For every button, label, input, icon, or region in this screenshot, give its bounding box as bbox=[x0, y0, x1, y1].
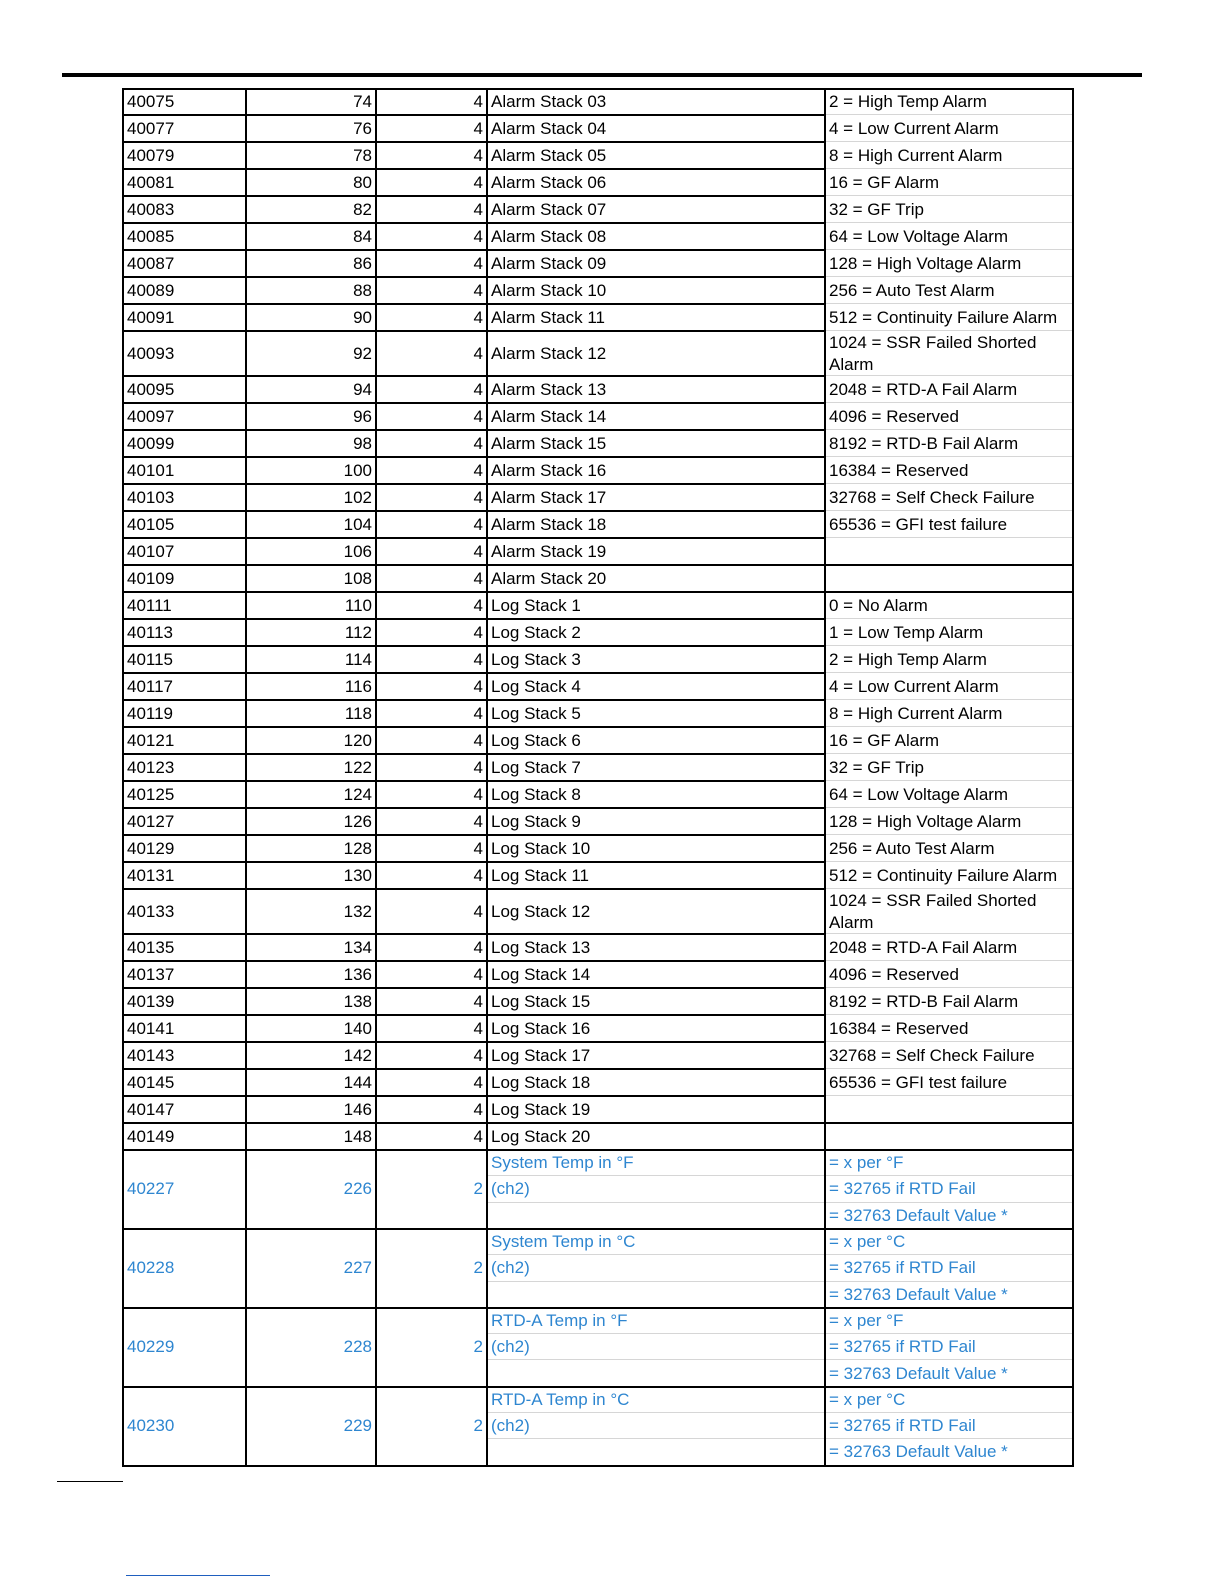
size-cell: 4 bbox=[473, 91, 483, 111]
register-cell: 40149 bbox=[127, 1126, 175, 1146]
offset-cell: 142 bbox=[343, 1045, 372, 1065]
name-cell: Alarm Stack 17 bbox=[491, 487, 607, 507]
name-cell: Alarm Stack 13 bbox=[491, 379, 607, 399]
offset-cell: 114 bbox=[344, 649, 372, 669]
offset-cell: 140 bbox=[343, 1018, 372, 1038]
register-cell: 40117 bbox=[127, 676, 174, 696]
size-cell: 4 bbox=[473, 406, 483, 426]
offset-cell: 128 bbox=[343, 838, 372, 858]
name-cell: Log Stack 14 bbox=[491, 964, 591, 984]
value-line: = x per °C bbox=[829, 1389, 906, 1409]
offset-cell: 74 bbox=[353, 91, 372, 111]
name-cell: Log Stack 3 bbox=[491, 649, 581, 669]
value-cell: 32 = GF Trip bbox=[829, 757, 924, 777]
name-line: (ch2) bbox=[491, 1416, 530, 1436]
register-cell: 40145 bbox=[127, 1072, 175, 1092]
offset-cell: 228 bbox=[343, 1337, 372, 1357]
value-cell: 8192 = RTD-B Fail Alarm bbox=[829, 433, 1019, 453]
value-cell: 65536 = GFI test failure bbox=[829, 1072, 1008, 1092]
value-cell: 2 = High Temp Alarm bbox=[829, 91, 987, 111]
offset-cell: 80 bbox=[353, 172, 372, 192]
offset-cell: 124 bbox=[343, 784, 372, 804]
size-cell: 4 bbox=[473, 595, 483, 615]
value-line: = 32763 Default Value * bbox=[829, 1284, 1008, 1304]
offset-cell: 144 bbox=[343, 1072, 372, 1092]
offset-cell: 102 bbox=[343, 487, 372, 507]
value-cell: 1024 = SSR Failed Shorted Alarm bbox=[829, 890, 1037, 932]
name-line: System Temp in °C bbox=[491, 1232, 636, 1252]
column-divider bbox=[245, 88, 247, 1466]
register-table bbox=[122, 88, 1086, 1484]
offset-cell: 120 bbox=[343, 730, 372, 750]
value-line: = 32765 if RTD Fail bbox=[829, 1337, 976, 1357]
column-divider bbox=[824, 88, 826, 1466]
value-cell: 16384 = Reserved bbox=[829, 460, 969, 480]
value-line: = 32763 Default Value * bbox=[829, 1205, 1008, 1225]
value-cell bbox=[826, 1096, 1074, 1123]
register-cell: 40085 bbox=[127, 226, 175, 246]
register-cell: 40125 bbox=[127, 784, 175, 804]
size-cell: 4 bbox=[473, 676, 483, 696]
register-cell: 40133 bbox=[127, 901, 175, 921]
column-divider bbox=[1072, 88, 1074, 1466]
size-cell: 4 bbox=[473, 118, 483, 138]
value-cell bbox=[826, 565, 1074, 592]
offset-cell: 118 bbox=[344, 703, 372, 723]
name-cell: Alarm Stack 06 bbox=[491, 172, 607, 192]
size-cell: 4 bbox=[473, 460, 483, 480]
register-cell: 40087 bbox=[127, 253, 175, 273]
size-cell: 4 bbox=[473, 1072, 483, 1092]
name-cell: Log Stack 11 bbox=[491, 865, 589, 885]
register-cell: 40127 bbox=[127, 811, 175, 831]
size-cell: 4 bbox=[473, 991, 483, 1011]
offset-cell: 94 bbox=[353, 379, 372, 399]
footer-link-underline bbox=[126, 1575, 270, 1576]
name-cell: Log Stack 12 bbox=[491, 901, 591, 921]
name-cell: Log Stack 5 bbox=[491, 703, 581, 723]
size-cell: 4 bbox=[473, 1126, 483, 1146]
size-cell: 4 bbox=[473, 838, 483, 858]
value-cell: 4096 = Reserved bbox=[829, 406, 959, 426]
offset-cell: 126 bbox=[343, 811, 372, 831]
value-cell: 1024 = SSR Failed Shorted Alarm bbox=[829, 332, 1037, 374]
register-cell: 40230 bbox=[127, 1416, 175, 1436]
register-cell: 40089 bbox=[127, 280, 175, 300]
name-cell: Alarm Stack 14 bbox=[491, 406, 607, 426]
offset-cell: 88 bbox=[353, 280, 372, 300]
register-cell: 40147 bbox=[127, 1099, 175, 1119]
header-rule bbox=[62, 73, 1142, 77]
offset-cell: 116 bbox=[344, 676, 372, 696]
size-cell: 4 bbox=[473, 865, 483, 885]
offset-cell: 229 bbox=[343, 1416, 372, 1436]
name-cell: Alarm Stack 11 bbox=[491, 307, 606, 327]
offset-cell: 112 bbox=[344, 622, 372, 642]
size-cell: 4 bbox=[473, 379, 483, 399]
name-cell: Alarm Stack 05 bbox=[491, 145, 607, 165]
size-cell: 4 bbox=[473, 1045, 483, 1065]
name-cell: Log Stack 1 bbox=[491, 595, 581, 615]
register-cell: 40143 bbox=[127, 1045, 175, 1065]
value-cell: 256 = Auto Test Alarm bbox=[829, 280, 995, 300]
size-cell: 4 bbox=[473, 784, 483, 804]
register-cell: 40139 bbox=[127, 991, 175, 1011]
value-cell: 8 = High Current Alarm bbox=[829, 703, 1003, 723]
size-cell: 4 bbox=[473, 172, 483, 192]
name-cell: Log Stack 2 bbox=[491, 622, 581, 642]
size-cell: 4 bbox=[473, 343, 483, 363]
register-cell: 40103 bbox=[127, 487, 175, 507]
offset-cell: 78 bbox=[353, 145, 372, 165]
size-cell: 4 bbox=[473, 514, 483, 534]
column-divider bbox=[122, 88, 124, 1466]
size-cell: 4 bbox=[473, 901, 483, 921]
value-cell: 128 = High Voltage Alarm bbox=[829, 253, 1022, 273]
value-cell: 64 = Low Voltage Alarm bbox=[829, 784, 1009, 804]
register-cell: 40121 bbox=[127, 730, 175, 750]
offset-cell: 110 bbox=[344, 595, 372, 615]
name-line bbox=[488, 1203, 824, 1229]
size-cell: 4 bbox=[473, 757, 483, 777]
value-cell: 256 = Auto Test Alarm bbox=[829, 838, 995, 858]
register-cell: 40099 bbox=[127, 433, 175, 453]
value-cell: 512 = Continuity Failure Alarm bbox=[829, 307, 1058, 327]
size-cell: 4 bbox=[473, 433, 483, 453]
name-cell: Alarm Stack 15 bbox=[491, 433, 607, 453]
register-cell: 40129 bbox=[127, 838, 175, 858]
value-cell bbox=[826, 1123, 1074, 1150]
name-line: (ch2) bbox=[491, 1179, 530, 1199]
value-cell: 512 = Continuity Failure Alarm bbox=[829, 865, 1058, 885]
size-cell: 4 bbox=[473, 964, 483, 984]
name-cell: Log Stack 7 bbox=[491, 757, 581, 777]
offset-cell: 226 bbox=[343, 1179, 372, 1199]
offset-cell: 82 bbox=[353, 199, 372, 219]
register-cell: 40228 bbox=[127, 1258, 175, 1278]
value-line: = 32765 if RTD Fail bbox=[829, 1416, 976, 1436]
value-cell: 2 = High Temp Alarm bbox=[829, 649, 987, 669]
register-cell: 40227 bbox=[127, 1179, 175, 1199]
name-cell: Log Stack 8 bbox=[491, 784, 581, 804]
register-cell: 40107 bbox=[127, 541, 175, 561]
name-cell: Log Stack 10 bbox=[491, 838, 591, 858]
register-cell: 40119 bbox=[127, 703, 174, 723]
offset-cell: 98 bbox=[353, 433, 372, 453]
offset-cell: 134 bbox=[343, 937, 372, 957]
size-cell: 4 bbox=[473, 1099, 483, 1119]
offset-cell: 122 bbox=[343, 757, 372, 777]
name-cell: Alarm Stack 12 bbox=[491, 343, 607, 363]
register-cell: 40111 bbox=[127, 595, 172, 615]
register-cell: 40141 bbox=[127, 1018, 175, 1038]
register-cell: 40091 bbox=[127, 307, 175, 327]
name-line: RTD-A Temp in °C bbox=[491, 1389, 630, 1409]
size-cell: 4 bbox=[473, 226, 483, 246]
offset-cell: 76 bbox=[353, 118, 372, 138]
size-cell: 4 bbox=[473, 253, 483, 273]
name-cell: Log Stack 18 bbox=[491, 1072, 591, 1092]
size-cell: 4 bbox=[473, 541, 483, 561]
offset-cell: 106 bbox=[343, 541, 372, 561]
offset-cell: 96 bbox=[353, 406, 372, 426]
column-divider bbox=[486, 88, 488, 1466]
register-cell: 40095 bbox=[127, 379, 175, 399]
name-cell: Log Stack 9 bbox=[491, 811, 581, 831]
register-cell: 40123 bbox=[127, 757, 175, 777]
size-cell: 4 bbox=[473, 1018, 483, 1038]
register-cell: 40081 bbox=[127, 172, 175, 192]
name-line: System Temp in °F bbox=[491, 1153, 634, 1173]
size-cell: 4 bbox=[473, 622, 483, 642]
size-cell: 4 bbox=[473, 811, 483, 831]
value-cell: 4096 = Reserved bbox=[829, 964, 959, 984]
register-cell: 40093 bbox=[127, 343, 175, 363]
value-cell: 4 = Low Current Alarm bbox=[829, 118, 999, 138]
offset-cell: 90 bbox=[353, 307, 372, 327]
value-cell: 1 = Low Temp Alarm bbox=[829, 622, 984, 642]
register-cell: 40083 bbox=[127, 199, 175, 219]
register-cell: 40075 bbox=[127, 91, 175, 111]
row-divider bbox=[122, 1465, 1074, 1467]
value-line: = 32763 Default Value * bbox=[829, 1442, 1008, 1462]
register-cell: 40137 bbox=[127, 964, 175, 984]
value-cell: 32768 = Self Check Failure bbox=[829, 1045, 1035, 1065]
offset-cell: 146 bbox=[343, 1099, 372, 1119]
value-line: = x per °C bbox=[829, 1232, 906, 1252]
register-cell: 40105 bbox=[127, 514, 175, 534]
name-cell: Log Stack 19 bbox=[491, 1099, 591, 1119]
name-line: (ch2) bbox=[491, 1337, 530, 1357]
name-cell: Alarm Stack 10 bbox=[491, 280, 607, 300]
size-cell: 4 bbox=[473, 703, 483, 723]
size-cell: 4 bbox=[473, 568, 483, 588]
value-cell: 16 = GF Alarm bbox=[829, 730, 940, 750]
offset-cell: 132 bbox=[343, 901, 372, 921]
value-cell: 8192 = RTD-B Fail Alarm bbox=[829, 991, 1019, 1011]
offset-cell: 136 bbox=[343, 964, 372, 984]
name-cell: Log Stack 6 bbox=[491, 730, 581, 750]
name-cell: Alarm Stack 16 bbox=[491, 460, 607, 480]
size-cell: 4 bbox=[473, 487, 483, 507]
register-cell: 40079 bbox=[127, 145, 175, 165]
register-cell: 40109 bbox=[127, 568, 175, 588]
value-cell: 16 = GF Alarm bbox=[829, 172, 940, 192]
register-cell: 40101 bbox=[127, 460, 175, 480]
offset-cell: 92 bbox=[353, 343, 372, 363]
offset-cell: 100 bbox=[343, 460, 372, 480]
value-line: = 32765 if RTD Fail bbox=[829, 1258, 976, 1278]
size-cell: 4 bbox=[473, 145, 483, 165]
name-cell: Log Stack 13 bbox=[491, 937, 591, 957]
register-cell: 40131 bbox=[127, 865, 175, 885]
name-cell: Alarm Stack 19 bbox=[491, 541, 607, 561]
name-cell: Alarm Stack 07 bbox=[491, 199, 607, 219]
column-divider bbox=[375, 88, 377, 1466]
name-cell: Log Stack 16 bbox=[491, 1018, 591, 1038]
value-cell: 0 = No Alarm bbox=[829, 595, 928, 615]
register-cell: 40097 bbox=[127, 406, 175, 426]
name-line: RTD-A Temp in °F bbox=[491, 1310, 628, 1330]
value-line: = 32763 Default Value * bbox=[829, 1363, 1008, 1383]
name-line: (ch2) bbox=[491, 1258, 530, 1278]
size-cell: 4 bbox=[473, 730, 483, 750]
size-cell: 4 bbox=[473, 649, 483, 669]
size-cell: 4 bbox=[473, 199, 483, 219]
value-cell: 32 = GF Trip bbox=[829, 199, 924, 219]
name-cell: Alarm Stack 04 bbox=[491, 118, 607, 138]
register-cell: 40113 bbox=[127, 622, 174, 642]
value-cell: 4 = Low Current Alarm bbox=[829, 676, 999, 696]
name-cell: Log Stack 20 bbox=[491, 1126, 591, 1146]
size-cell: 4 bbox=[473, 280, 483, 300]
offset-cell: 148 bbox=[343, 1126, 372, 1146]
name-cell: Log Stack 15 bbox=[491, 991, 591, 1011]
value-cell: 8 = High Current Alarm bbox=[829, 145, 1003, 165]
name-cell: Alarm Stack 08 bbox=[491, 226, 607, 246]
offset-cell: 108 bbox=[343, 568, 372, 588]
register-cell: 40135 bbox=[127, 937, 175, 957]
value-cell: 64 = Low Voltage Alarm bbox=[829, 226, 1009, 246]
offset-cell: 130 bbox=[343, 865, 372, 885]
value-line: = x per °F bbox=[829, 1310, 904, 1330]
size-cell: 4 bbox=[473, 937, 483, 957]
offset-cell: 84 bbox=[353, 226, 372, 246]
name-cell: Alarm Stack 20 bbox=[491, 568, 607, 588]
footer-rule bbox=[57, 1481, 123, 1482]
value-cell: 2048 = RTD-A Fail Alarm bbox=[829, 937, 1018, 957]
value-cell: 16384 = Reserved bbox=[829, 1018, 969, 1038]
name-cell: Log Stack 4 bbox=[491, 676, 581, 696]
register-cell: 40077 bbox=[127, 118, 175, 138]
name-cell: Log Stack 17 bbox=[491, 1045, 591, 1065]
offset-cell: 138 bbox=[343, 991, 372, 1011]
value-cell: 65536 = GFI test failure bbox=[829, 514, 1008, 534]
value-cell bbox=[826, 538, 1074, 565]
value-cell: 2048 = RTD-A Fail Alarm bbox=[829, 379, 1018, 399]
name-line bbox=[488, 1282, 824, 1308]
value-line: = 32765 if RTD Fail bbox=[829, 1179, 976, 1199]
register-cell: 40229 bbox=[127, 1337, 175, 1357]
name-cell: Alarm Stack 03 bbox=[491, 91, 607, 111]
name-line bbox=[488, 1439, 824, 1465]
size-cell: 2 bbox=[473, 1258, 483, 1278]
size-cell: 2 bbox=[473, 1179, 483, 1199]
size-cell: 4 bbox=[473, 307, 483, 327]
offset-cell: 227 bbox=[343, 1258, 372, 1278]
size-cell: 2 bbox=[473, 1416, 483, 1436]
value-line: = x per °F bbox=[829, 1153, 904, 1173]
register-cell: 40115 bbox=[127, 649, 174, 669]
offset-cell: 86 bbox=[353, 253, 372, 273]
size-cell: 2 bbox=[473, 1337, 483, 1357]
name-cell: Alarm Stack 09 bbox=[491, 253, 607, 273]
name-cell: Alarm Stack 18 bbox=[491, 514, 607, 534]
value-cell: 128 = High Voltage Alarm bbox=[829, 811, 1022, 831]
offset-cell: 104 bbox=[343, 514, 372, 534]
name-line bbox=[488, 1360, 824, 1386]
value-cell: 32768 = Self Check Failure bbox=[829, 487, 1035, 507]
